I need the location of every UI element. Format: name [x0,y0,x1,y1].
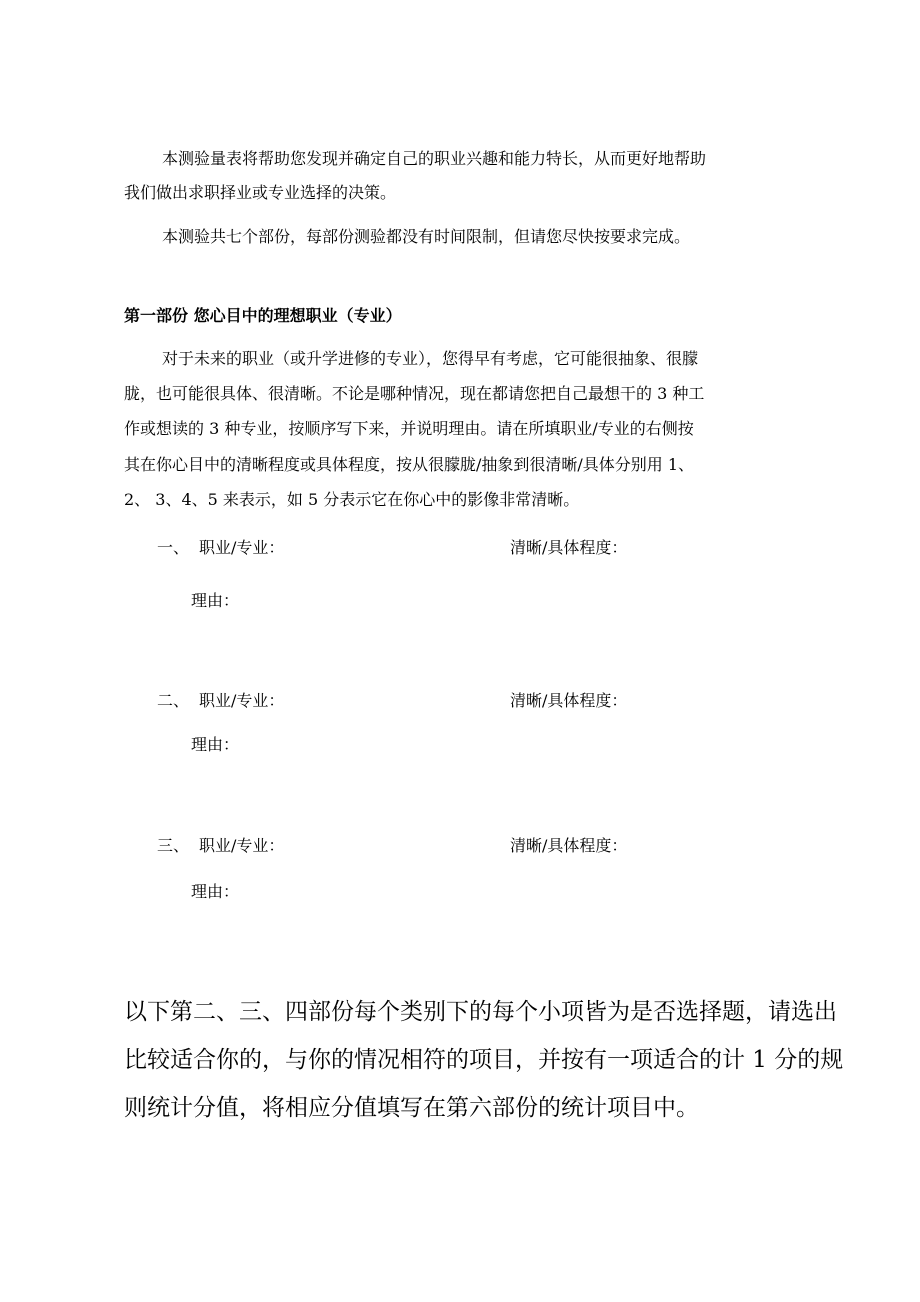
choice-item-1 [157,538,628,558]
part1-instruction-line: 作或想读的 3 种专业，按顺序写下来，并说明理由。请在所填职业/专业的右侧按 [124,419,694,438]
reason-label-2: 理由： [191,735,240,754]
part1-instruction-line: 其在你心目中的清晰程度或具体程度，按从很朦胧/抽象到很清晰/具体分别用 1、 [124,455,695,474]
part1-instruction-line: 对于未来的职业（或升学进修的专业），您得早有考虑，它可能很抽象、很朦 [162,349,699,368]
note-line-1: 以下第二、三、四部份每个类别下的每个小项皆为是否选择题，请选出 [124,999,837,1025]
job-label: 职业/专业： [199,691,285,710]
job-label: 职业/专业： [199,538,285,557]
clarity-label: 清晰/具体程度： [510,691,628,710]
job-label: 职业/专业： [199,836,285,855]
intro-paragraph-1-line-2: 我们做出求职择业或专业选择的决策。 [124,183,397,202]
intro-paragraph-2: 本测验共七个部份，每部份测验都没有时间限制，但请您尽快按要求完成。 [162,227,691,246]
item-number: 二、 [157,691,190,710]
clarity-label: 清晰/具体程度： [510,538,628,557]
intro-paragraph-1-line-1: 本测验量表将帮助您发现并确定自己的职业兴趣和能力特长，从而更好地帮助 [162,149,707,168]
note-line-2: 比较适合你的，与你的情况相符的项目，并按有一项适合的计 1 分的规 [124,1047,844,1073]
choice-item-2 [157,691,628,711]
item-number: 一、 [157,538,190,557]
part1-instruction-line: 2、 3、4、5 来表示，如 5 分表示它在你心中的影像非常清晰。 [124,490,580,509]
clarity-label: 清晰/具体程度： [510,836,628,855]
reason-label-3: 理由： [191,882,240,901]
part1-heading: 第一部份 您心目中的理想职业（专业） [124,306,402,325]
reason-label-1: 理由： [191,591,240,610]
note-line-3: 则统计分值，将相应分值填写在第六部份的统计项目中。 [124,1095,699,1121]
part1-instruction-line: 胧，也可能很具体、很清晰。不论是哪种情况，现在都请您把自己最想干的 3 种工 [124,384,705,403]
choice-item-3 [157,836,628,856]
item-number: 三、 [157,836,190,855]
